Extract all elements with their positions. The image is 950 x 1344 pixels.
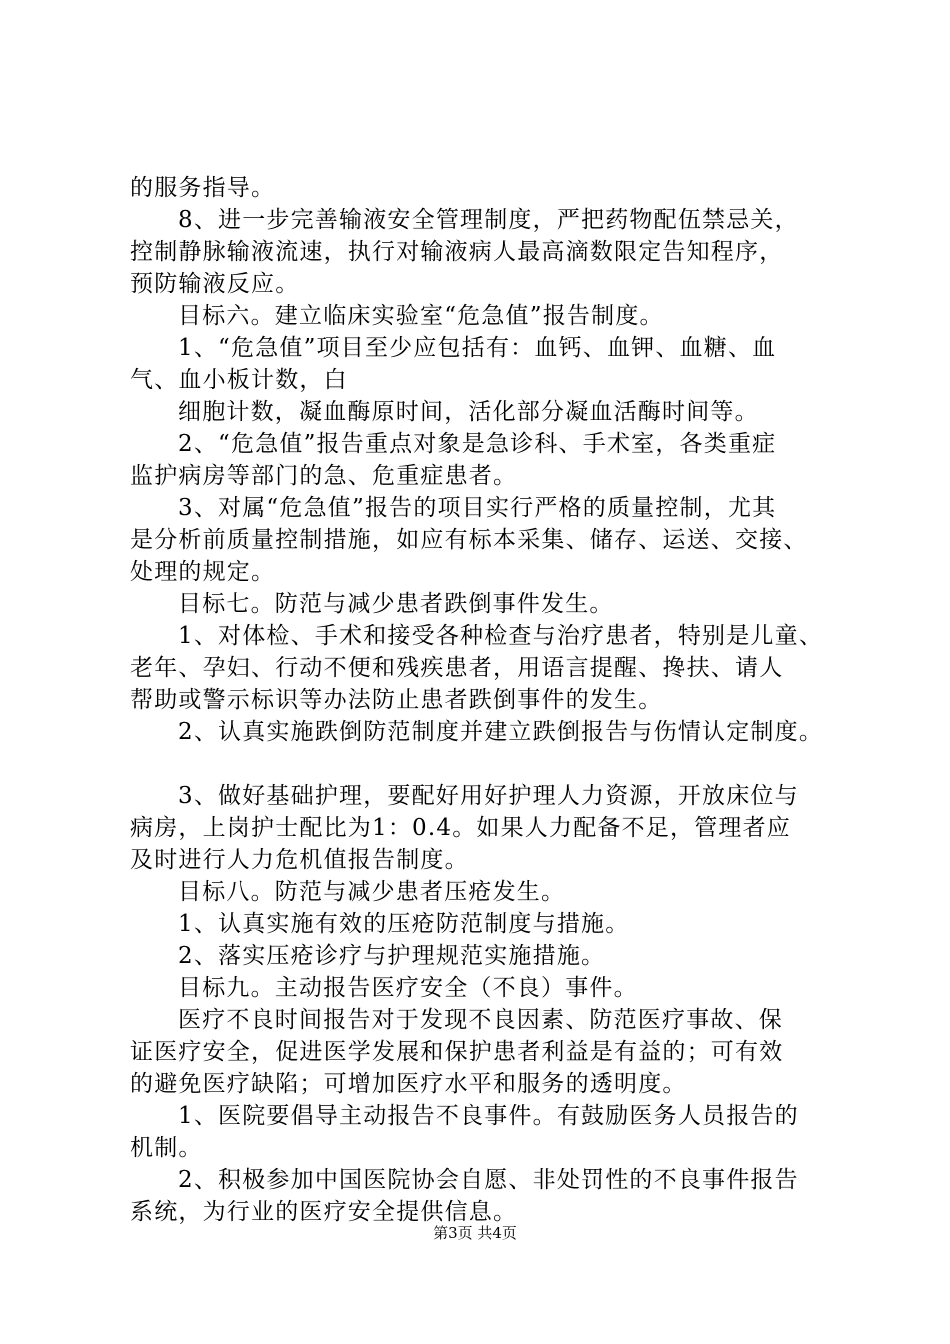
text-line: 8、进一步完善输液安全管理制度，严把药物配伍禁忌关， <box>178 207 799 233</box>
text-line: 2、落实压疮诊疗与护理规范实施措施。 <box>178 943 606 969</box>
text-line: 细胞计数，凝血酶原时间，活化部分凝血活酶时间等。 <box>178 399 759 425</box>
document-body <box>130 172 830 1228</box>
text-line: 是分析前质量控制措施，如应有标本采集、储存、运送、交接、 <box>130 527 808 553</box>
text-line: 老年、孕妇、行动不便和残疾患者，用语言提醒、搀扶、请人 <box>130 655 784 681</box>
text-line: 处理的规定。 <box>130 559 276 585</box>
text-line: 目标八。防范与减少患者压疮发生。 <box>178 879 566 905</box>
text-line: 1、“危急值”项目至少应包括有：血钙、血钾、血糖、血 <box>178 335 777 361</box>
text-line: 的服务指导。 <box>130 175 276 201</box>
text-line: 目标七。防范与减少患者跌倒事件发生。 <box>178 591 614 617</box>
text-line: 2、认真实施跌倒防范制度并建立跌倒报告与伤情认定制度。 <box>178 719 824 745</box>
text-line: 帮助或警示标识等办法防止患者跌倒事件的发生。 <box>130 687 663 713</box>
text-line: 3、做好基础护理，要配好用好护理人力资源，开放床位与 <box>178 783 799 809</box>
text-line: 系统，为行业的医疗安全提供信息。 <box>130 1199 518 1225</box>
page-footer: 第3页 共4页 <box>433 1224 517 1242</box>
text-line: 1、对体检、手术和接受各种检查与治疗患者，特别是儿童、 <box>178 623 824 649</box>
text-line: 病房，上岗护士配比为1：0.4。如果人力配备不足，管理者应 <box>130 815 792 841</box>
text-line: 医疗不良时间报告对于发现不良因素、防范医疗事故、保 <box>178 1007 783 1033</box>
text-line: 预防输液反应。 <box>130 271 300 297</box>
text-line: 1、医院要倡导主动报告不良事件。有鼓励医务人员报告的 <box>178 1103 799 1129</box>
text-line: 的避免医疗缺陷；可增加医疗水平和服务的透明度。 <box>130 1071 687 1097</box>
text-line: 2、积极参加中国医院协会自愿、非处罚性的不良事件报告 <box>178 1167 799 1193</box>
text-line: 3、对属“危急值”报告的项目实行严格的质量控制，尤其 <box>178 495 777 521</box>
text-line: 气、血小板计数，白 <box>130 367 348 393</box>
text-line: 监护病房等部门的急、危重症患者。 <box>130 463 518 489</box>
text-line: 及时进行人力危机值报告制度。 <box>130 847 469 873</box>
text-line: 机制。 <box>130 1135 203 1161</box>
text-line: 证医疗安全，促进医学发展和保护患者利益是有益的；可有效 <box>130 1039 784 1065</box>
text-line: 目标九。主动报告医疗安全（不良）事件。 <box>178 975 638 1001</box>
text-line: 1、认真实施有效的压疮防范制度与措施。 <box>178 911 630 937</box>
text-line: 控制静脉输液流速，执行对输液病人最高滴数限定告知程序， <box>130 239 784 265</box>
text-line: 2、“危急值”报告重点对象是急诊科、手术室，各类重症 <box>178 431 777 457</box>
blank-line <box>130 748 830 780</box>
text-line: 目标六。建立临床实验室“危急值”报告制度。 <box>178 303 664 329</box>
